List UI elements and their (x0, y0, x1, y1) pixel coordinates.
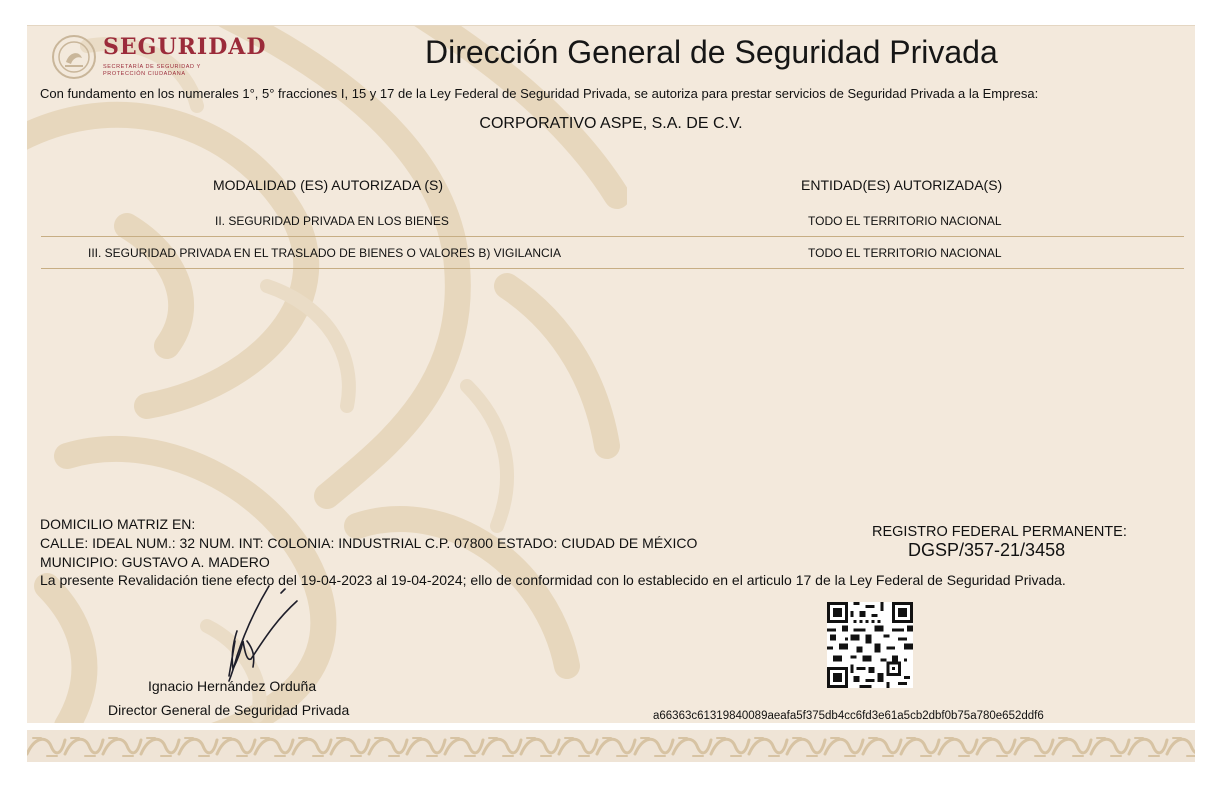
validity-statement: La presente Revalidación tiene efecto del 19-04-2023 al 19-04-2024; ello de conformidad con lo establecido en el articulo 17 de la Ley Federal de Seguridad Privada. (40, 572, 1066, 588)
coat-of-arms-icon (51, 34, 97, 80)
table-cell-entidad: TODO EL TERRITORIO NACIONAL (808, 246, 1002, 260)
qr-code-icon (827, 602, 913, 688)
greca-border-pattern (27, 730, 1195, 762)
page-title: Dirección General de Seguridad Privada (425, 34, 998, 70)
signer-name: Ignacio Hernández Orduña (148, 678, 317, 694)
row-divider (41, 268, 1184, 269)
company-name: CORPORATIVO ASPE, S.A. DE C.V. (479, 115, 743, 132)
address-street: CALLE: IDEAL NUM.: 32 NUM. INT: COLONIA: INDUSTRIAL C.P. 07800 ESTADO: CIUDAD DE MÉXICO (40, 535, 698, 551)
address-municipality: MUNICIPIO: GUSTAVO A. MADERO (40, 554, 270, 570)
registry-label: REGISTRO FEDERAL PERMANENTE: (872, 524, 1127, 540)
signature-image (207, 581, 307, 691)
column-header-entidad: ENTIDAD(ES) AUTORIZADA(S) (801, 177, 1003, 193)
decorative-band (27, 730, 1195, 762)
certificate (27, 25, 1195, 723)
registry-number: DGSP/357-21/3458 (908, 540, 1066, 560)
address-label: DOMICILIO MATRIZ EN: (40, 516, 196, 532)
logo-wordmark: SEGURIDAD (103, 34, 267, 60)
logo-subtitle: SECRETARÍA DE SEGURIDAD Y PROTECCIÓN CIUDADANA (103, 64, 201, 77)
table-cell-entidad: TODO EL TERRITORIO NACIONAL (808, 214, 1002, 228)
column-header-modalidad: MODALIDAD (ES) AUTORIZADA (S) (213, 177, 443, 193)
signer-title: Director General de Seguridad Privada (108, 702, 350, 718)
row-divider (41, 236, 1184, 237)
legal-basis-text: Con fundamento en los numerales 1°, 5° fracciones I, 15 y 17 de la Ley Federal de Seguridad Privada, se autoriza para prestar servicios de Seguridad Privada a la Empresa: (40, 86, 1039, 101)
table-cell-modalidad: II. SEGURIDAD PRIVADA EN LOS BIENES (215, 214, 449, 228)
document-hash: a66363c61319840089aeafa5f375db4cc6fd3e61a5cb2dbf0b75a780e652ddf6 (653, 710, 1044, 722)
table-cell-modalidad: III. SEGURIDAD PRIVADA EN EL TRASLADO DE BIENES O VALORES B) VIGILANCIA (88, 246, 562, 260)
seguridad-logo (51, 32, 301, 84)
